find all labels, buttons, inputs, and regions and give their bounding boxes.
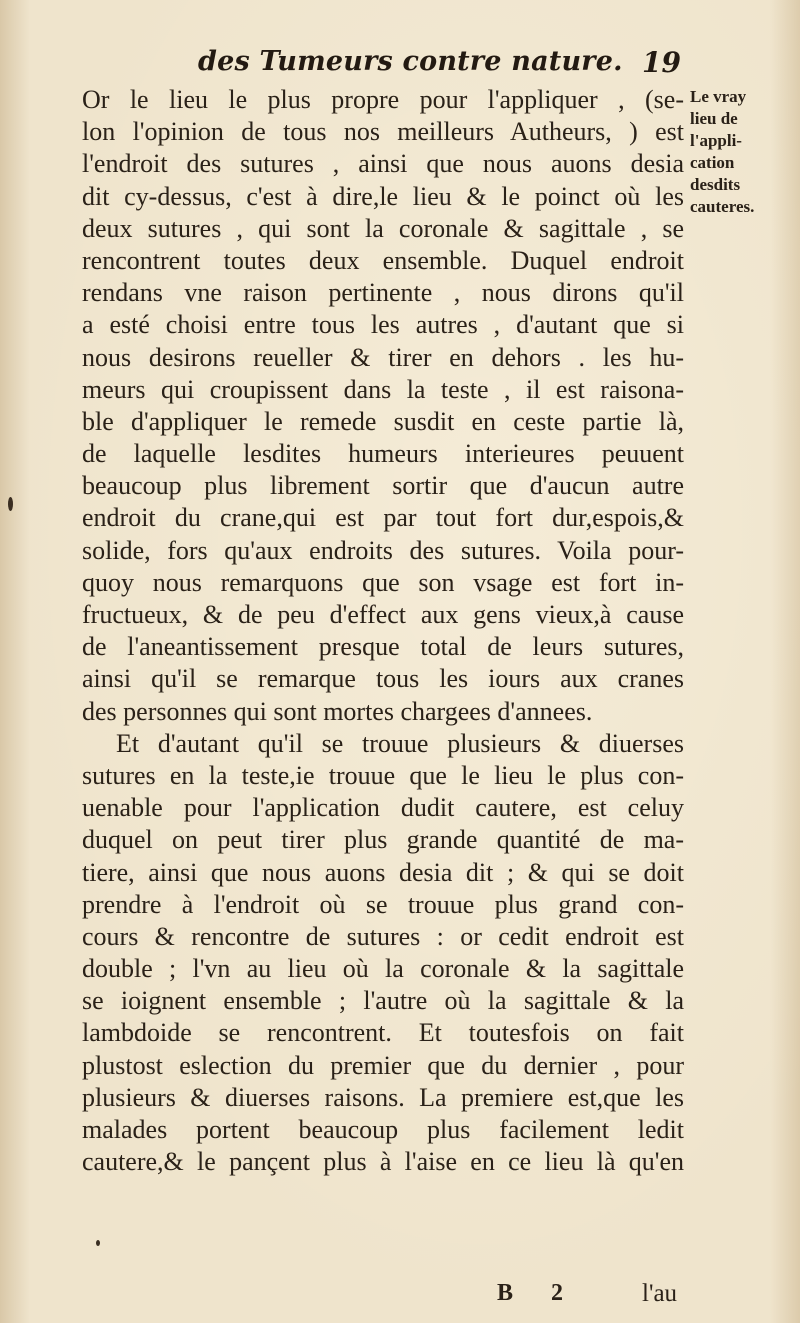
ink-speck: [8, 497, 13, 511]
text-line: cours & rencontre de sutures : or cedit endroit est: [82, 921, 684, 951]
margin-note: [690, 86, 795, 218]
text-line: dit cy-dessus, c'est à dire,le lieu & le poinct où les: [82, 181, 684, 211]
text-line: endroit du crane,qui est par tout fort dur,espois,&: [82, 503, 684, 533]
text-line: fructueux, & de peu d'effect aux gens vieux,à cause: [82, 600, 684, 629]
text-line: lon l'opinion de tous nos meilleurs Autheurs, ) est: [82, 117, 684, 147]
text-line: a esté choisi entre tous les autres , d'autant que si: [82, 310, 684, 340]
text-line: Et d'autant qu'il se trouue plusieurs & diuerses: [116, 728, 684, 758]
text-line: des personnes qui sont mortes chargees d'annees.: [82, 696, 593, 726]
text-line: double ; l'vn au lieu où la coronale & la sagittale: [82, 954, 684, 984]
text-line: de l'aneantissement presque total de leurs sutures,: [82, 632, 684, 662]
text-line: deux sutures , qui sont la coronale & sagittale , se: [82, 213, 684, 243]
ink-speck: [96, 1240, 100, 1246]
margin-note-line: desdits: [690, 175, 741, 194]
text-line: malades portent beaucoup plus facilement ledit: [82, 1115, 684, 1144]
text-line: cautere,& le pançent plus à l'aise en ce lieu là qu'en: [82, 1147, 684, 1177]
text-line: duquel on peut tirer plus grande quantité de ma-: [82, 825, 684, 855]
text-line: plusieurs & diuerses raisons. La premiere est,que les: [82, 1082, 684, 1112]
margin-note-line: cauteres.: [690, 197, 755, 216]
text-line: solide, fors qu'aux endroits des sutures. Voila pour-: [82, 535, 684, 565]
page-number: 19: [642, 46, 681, 79]
body-text: [82, 84, 684, 1178]
text-line: rencontrent toutes deux ensemble. Duquel endroit: [82, 245, 684, 275]
text-line: ainsi qu'il se remarque tous les iours aux cranes: [82, 664, 684, 694]
text-line: lambdoide se rencontrent. Et toutesfois on fait: [82, 1018, 684, 1048]
text-line: meurs qui croupissent dans la teste , il est raisona-: [82, 374, 684, 404]
text-line: Or le lieu le plus propre pour l'appliquer , (se-: [82, 85, 684, 114]
running-head-title: des Tumeurs contre nature.: [198, 46, 623, 77]
text-line: quoy nous remarquons que son vsage est fort in-: [82, 567, 684, 597]
margin-note-line: Le vray: [690, 87, 747, 106]
catchword: l'au: [642, 1280, 678, 1307]
text-line: nous desirons reueller & tirer en dehors . les hu-: [82, 342, 684, 372]
text-line: beaucoup plus librement sortir que d'aucun autre: [82, 471, 684, 501]
text-line: plustost eslection du premier que du dernier , pour: [82, 1050, 684, 1080]
text-line: uenable pour l'application dudit cautere, est celuy: [82, 793, 684, 823]
running-head: [0, 46, 800, 86]
text-line: prendre à l'endroit où se trouue plus grand con-: [82, 889, 684, 919]
signature-mark: B 2: [497, 1280, 580, 1306]
text-line: de laquelle lesdites humeurs interieures peuuent: [82, 439, 684, 469]
text-line: rendans vne raison pertinente , nous dirons qu'il: [82, 278, 684, 308]
margin-note-line: cation: [690, 153, 735, 172]
text-line: sutures en la teste,ie trouue que le lieu le plus con-: [82, 760, 684, 790]
text-line: l'endroit des sutures , ainsi que nous auons desia: [82, 149, 684, 179]
margin-note-line: l'appli-: [690, 131, 742, 150]
text-line: ble d'appliquer le remede susdit en ceste partie là,: [82, 406, 684, 436]
text-line: tiere, ainsi que nous auons desia dit ; & qui se doit: [82, 857, 684, 887]
margin-note-line: lieu de: [690, 109, 738, 128]
text-line: se ioignent ensemble ; l'autre où la sagittale & la: [82, 986, 684, 1016]
